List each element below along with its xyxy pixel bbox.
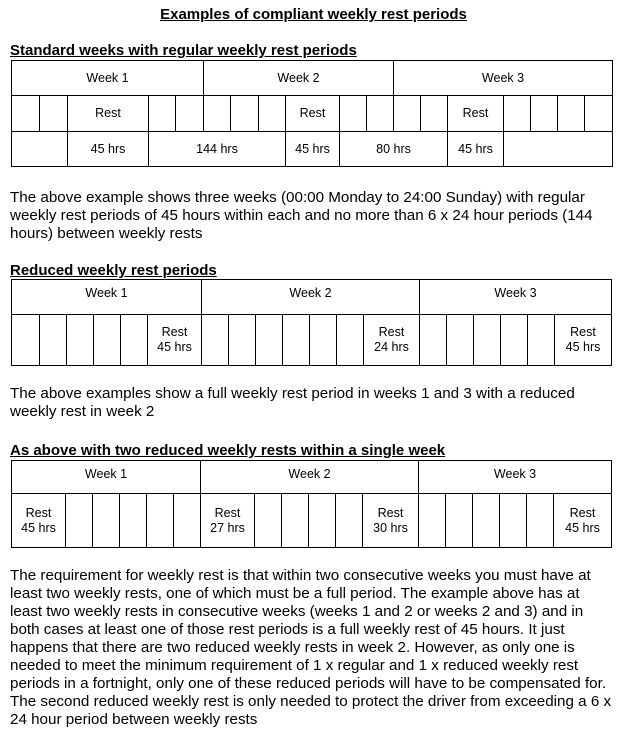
- day-cell: [418, 493, 446, 548]
- rest-duration: 45 hrs: [21, 520, 56, 535]
- week2-header: Week 2: [200, 460, 419, 494]
- section1-heading: Standard weeks with regular weekly rest periods: [10, 42, 357, 59]
- day-cell: [146, 493, 174, 548]
- section1-paragraph: The above example shows three weeks (00:00 Monday to 24:00 Sunday) with regular weekly rest periods of 45 hours within each and no more than 6 x 24 hour periods (144 hours) between weekly rests: [10, 189, 593, 242]
- rest-label: Rest: [569, 505, 596, 520]
- day-cell: [339, 95, 367, 132]
- day-cell: [203, 95, 231, 132]
- rest-cell: [200, 493, 255, 548]
- day-cell: [445, 493, 473, 548]
- rest-duration: 45 hrs: [565, 520, 600, 535]
- day-cell: [93, 314, 121, 366]
- day-cell: [65, 493, 93, 548]
- day-cell: [336, 314, 364, 366]
- day-cell: [335, 493, 363, 548]
- rest-cell: Rest: [67, 95, 149, 132]
- day-cell: [120, 314, 148, 366]
- day-cell: [530, 95, 558, 132]
- section2-heading: Reduced weekly rest periods: [10, 262, 217, 279]
- day-cell: [11, 95, 40, 132]
- day-cell: [557, 95, 585, 132]
- day-cell: [201, 314, 229, 366]
- rest-duration: 24 hrs: [374, 340, 409, 354]
- rest-cell: [553, 493, 612, 548]
- rest-duration: 27 hrs: [210, 520, 245, 535]
- rest-cell: [11, 493, 66, 548]
- day-cell: [419, 314, 447, 366]
- section2-paragraph: The above examples show a full weekly rest period in weeks 1 and 3 with a reduced weekly rest in week 2: [10, 385, 575, 420]
- day-cell: [92, 493, 120, 548]
- table-reduced-rest: [11, 279, 612, 366]
- day-cell: [39, 95, 68, 132]
- day-cell: [500, 314, 528, 366]
- day-cell: [255, 314, 283, 366]
- day-cell: [446, 314, 474, 366]
- week3-header: Week 3: [418, 460, 612, 494]
- rest-cell: Rest: [285, 95, 340, 132]
- day-cell: [281, 493, 309, 548]
- week2-header: Week 2: [203, 60, 394, 96]
- rest-cell: Rest: [447, 95, 504, 132]
- rest-duration: 30 hrs: [373, 520, 408, 535]
- day-cell: [420, 95, 448, 132]
- day-cell: [230, 95, 259, 132]
- day-cell: [309, 314, 337, 366]
- page-title: Examples of compliant weekly rest periods: [160, 6, 467, 23]
- day-cell: [473, 314, 501, 366]
- duration-cell: 45 hrs: [447, 131, 504, 167]
- rest-cell: [363, 314, 420, 366]
- day-cell: [175, 95, 204, 132]
- duration-cell: 144 hrs: [148, 131, 286, 167]
- day-cell: [148, 95, 176, 132]
- rest-label: Rest: [214, 505, 241, 520]
- day-cell: [11, 314, 40, 366]
- rest-label: Rest: [378, 325, 405, 339]
- rest-duration: 45 hrs: [565, 340, 601, 354]
- day-cell: [393, 95, 421, 132]
- day-cell: [173, 493, 201, 548]
- duration-cell: 80 hrs: [339, 131, 448, 167]
- day-cell: [366, 95, 394, 132]
- final-paragraph: The requirement for weekly rest is that within two consecutive weeks you must have at least two weekly rests, one of which must be a full period. The example above has at least two weekly rests in consecutive weeks (weeks 1 and 2 or weeks 2 and 3) and in both cases at least one of those rest periods is a full weekly rest of 45 hours. It just happens that there are two reduced weekly rests in week 2. However, as only one is needed to meet the minimum requirement of 1 x regular and 1 x reduced weekly rest periods in a fortnight, only one of these reduced periods will have to be compensated for. The second reduced weekly rest is only needed to protect the driver from exceeding a 6 x 24 hour period between weekly rests: [10, 567, 612, 728]
- day-cell: [499, 493, 527, 548]
- day-cell: [119, 493, 147, 548]
- duration-cell: [11, 131, 68, 167]
- rest-label: Rest: [377, 505, 404, 520]
- day-cell: [308, 493, 336, 548]
- day-cell: [584, 95, 613, 132]
- rest-label: Rest: [25, 505, 52, 520]
- day-cell: [472, 493, 500, 548]
- day-cell: [527, 314, 555, 366]
- table-two-reduced-rests: [11, 460, 612, 548]
- rest-duration: 45 hrs: [157, 340, 192, 354]
- rest-cell: [147, 314, 202, 366]
- rest-cell: [362, 493, 419, 548]
- duration-cell: 45 hrs: [67, 131, 149, 167]
- duration-cell: [503, 131, 613, 167]
- day-cell: [503, 95, 531, 132]
- day-cell: [39, 314, 67, 366]
- week3-header: Week 3: [393, 60, 613, 96]
- week1-header: Week 1: [11, 279, 202, 315]
- day-cell: [282, 314, 310, 366]
- rest-cell: [554, 314, 612, 366]
- week1-header: Week 1: [11, 460, 201, 494]
- week3-header: Week 3: [419, 279, 612, 315]
- rest-label: Rest: [570, 325, 596, 339]
- week1-header: Week 1: [11, 60, 204, 96]
- day-cell: [258, 95, 286, 132]
- rest-label: Rest: [161, 325, 188, 339]
- day-cell: [228, 314, 256, 366]
- day-cell: [526, 493, 554, 548]
- day-cell: [66, 314, 94, 366]
- week2-header: Week 2: [201, 279, 420, 315]
- duration-cell: 45 hrs: [285, 131, 340, 167]
- table-standard-weeks: [11, 60, 613, 167]
- day-cell: [254, 493, 282, 548]
- section3-heading: As above with two reduced weekly rests within a single week: [10, 442, 446, 459]
